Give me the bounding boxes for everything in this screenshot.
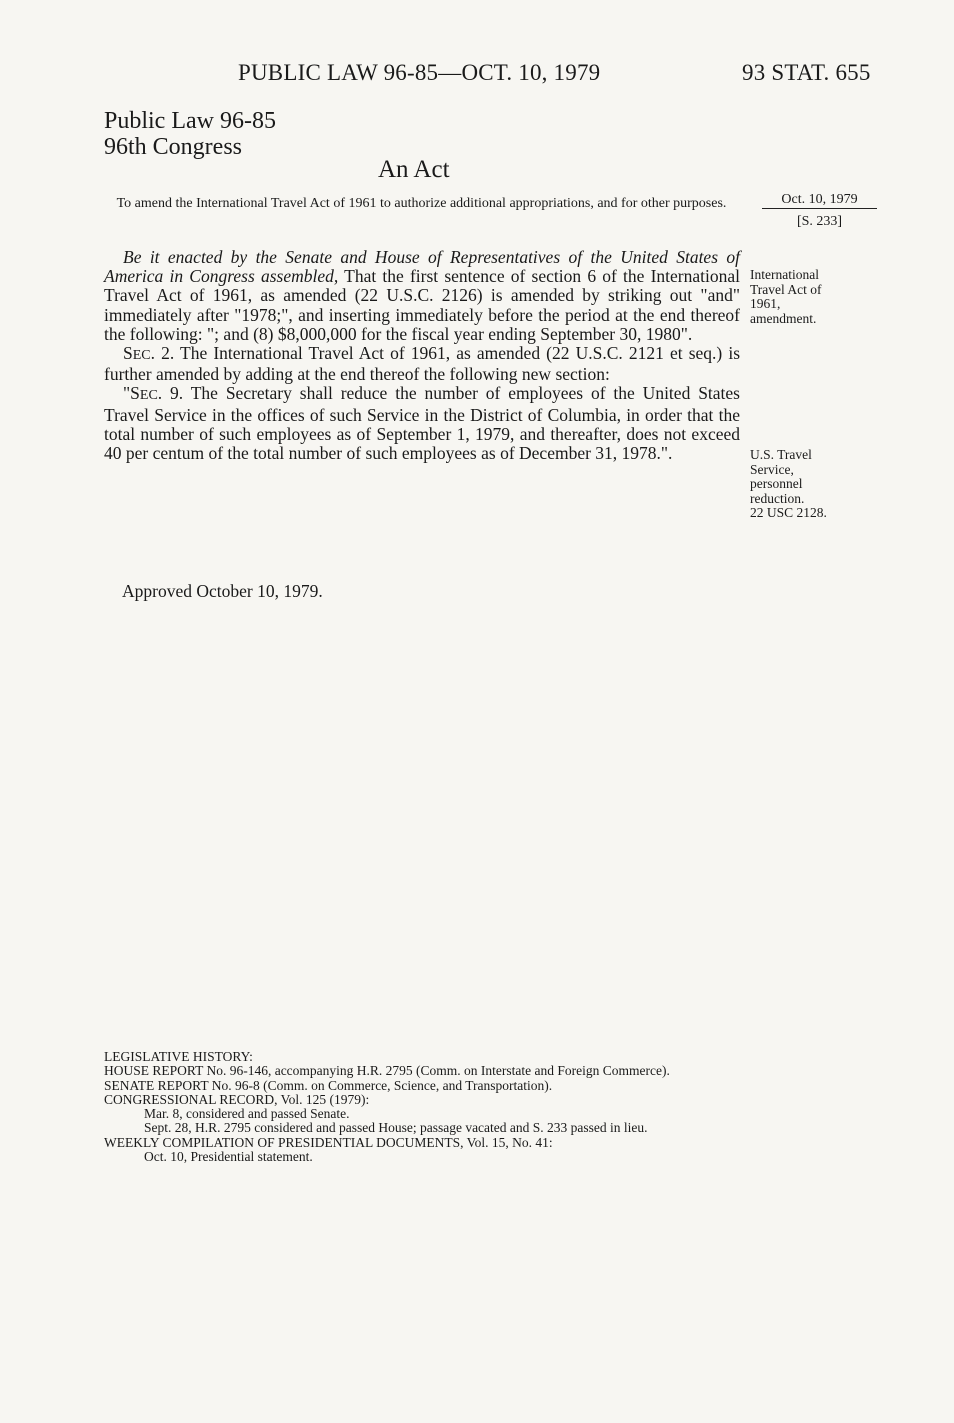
margin-note-personnel: [750, 448, 870, 521]
section-2-text: The International Travel Act of 1961, as amended (22 U.S.C. 2121 et seq.) is further amended by adding at the end thereof the following new section:: [104, 343, 741, 385]
margin-note-line: reduction.: [750, 490, 805, 506]
margin-note-line: amendment.: [750, 310, 817, 326]
section-2: [104, 344, 740, 384]
margin-note-line: personnel: [750, 476, 803, 491]
section-9-label: "SEC. 9.: [123, 383, 184, 404]
senate-report: SENATE REPORT No. 96-8 (Comm. on Commerce, Science, and Transportation).: [104, 1077, 553, 1093]
bill-number: [S. 233]: [796, 214, 843, 229]
margin-note-line: Travel Act of: [750, 281, 822, 297]
document-title: An Act: [378, 156, 450, 183]
weekly-compilation-entry: Oct. 10, Presidential statement.: [144, 1149, 313, 1165]
section-9-text: The Secretary shall reduce the number of employees of the United States Travel Service in the offices of such Service in the District of Columbia, in order that the total number of such employees as of September 1, 1979, and thereafter, does not exceed 40 per centum of the total number of such employees as of December 31, 1978.".: [104, 383, 740, 464]
margin-note-line: U.S. Travel: [750, 447, 812, 462]
margin-note-line: Service,: [750, 461, 794, 477]
section-2-label: SEC. 2.: [123, 343, 175, 364]
margin-note-line: 1961,: [750, 296, 781, 311]
legislative-history: [104, 1050, 754, 1164]
margin-note-amendment: [750, 268, 870, 326]
enactment-date: Oct. 10, 1979: [781, 192, 858, 207]
weekly-compilation: WEEKLY COMPILATION OF PRESIDENTIAL DOCUMENTS, Vol. 15, No. 41:: [104, 1134, 553, 1150]
margin-note-line: 22 USC 2128.: [750, 505, 827, 520]
section-1-text: That the first sentence of section 6 of the International Travel Act of 1961, as amended (22 U.S.C. 2126) is amended by striking out "and" immediately after "1978;", and inserting immediately before the period at the end thereof the following: "; and (8) $8,000,000 for the fiscal year ending September 30, 1980".: [104, 266, 741, 344]
approval-date: Approved October 10, 1979.: [122, 581, 323, 601]
house-report: HOUSE REPORT No. 96-146, accompanying H.R. 2795 (Comm. on Interstate and Foreign Commerce).: [104, 1063, 670, 1079]
law-number: Public Law 96-85: [104, 108, 276, 134]
margin-note-line: International: [750, 267, 819, 282]
congressional-record: CONGRESSIONAL RECORD, Vol. 125 (1979):: [104, 1091, 370, 1107]
congress-number: 96th Congress: [104, 134, 242, 160]
section-9: [104, 384, 740, 463]
section-1: [104, 248, 740, 344]
enacting-clause: Be it enacted by the Senate and House of Representatives of the United States of America in Congress assembled,: [104, 247, 740, 287]
record-entry: Sept. 28, H.R. 2795 considered and passed House; passage vacated and S. 233 passed in lieu.: [144, 1120, 648, 1136]
statute-citation: 93 STAT. 655: [742, 60, 871, 85]
purpose-statement: To amend the International Travel Act of 1961 to authorize additional appropriations, and for other purposes.: [116, 196, 727, 211]
running-head: PUBLIC LAW 96-85—OCT. 10, 1979: [238, 60, 601, 85]
legislative-history-heading: LEGISLATIVE HISTORY:: [104, 1049, 253, 1064]
act-body: [104, 248, 740, 463]
record-entry: Mar. 8, considered and passed Senate.: [144, 1106, 350, 1122]
sidebar-rule: [762, 208, 877, 209]
